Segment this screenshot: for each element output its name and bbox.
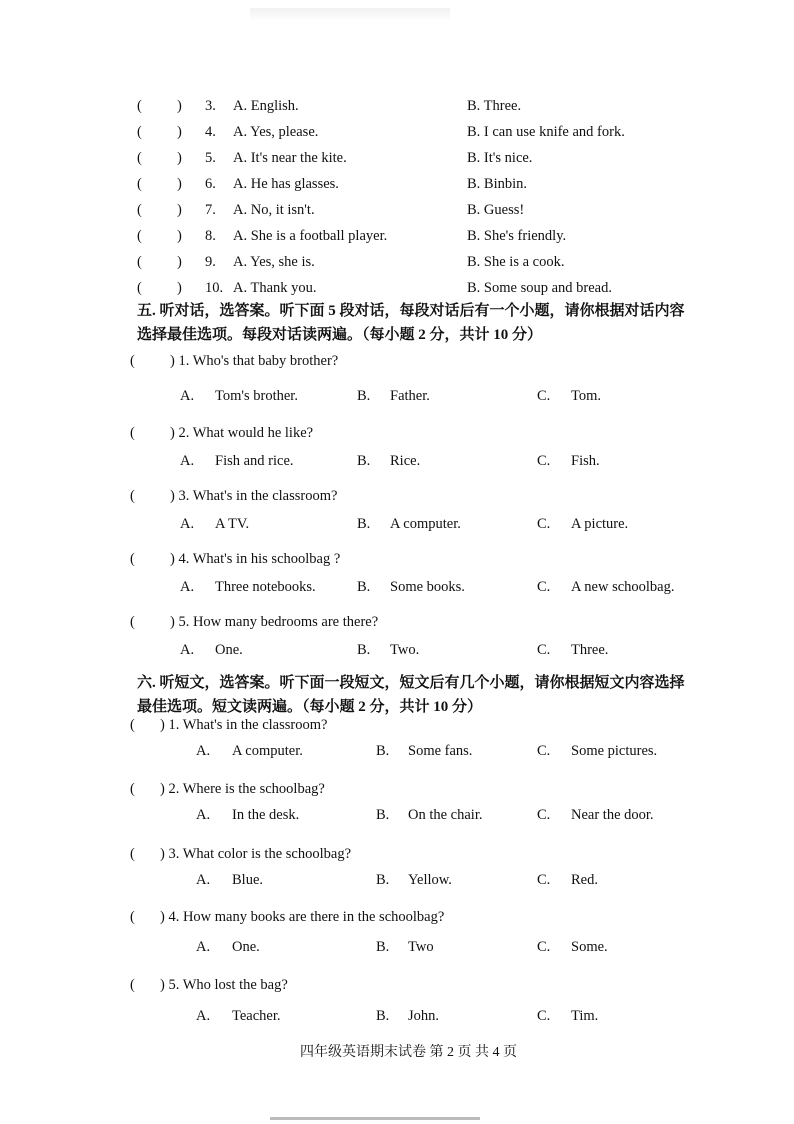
option-c: A picture. bbox=[571, 516, 629, 532]
question-number: 6. bbox=[205, 176, 216, 192]
option-a-label: A. bbox=[196, 939, 211, 955]
option-b: John. bbox=[408, 1008, 440, 1024]
option-a: A. Thank you. bbox=[233, 280, 317, 296]
question-text: ) 4. What's in his schoolbag ? bbox=[170, 551, 341, 567]
question-text: ) 3. What's in the classroom? bbox=[170, 488, 338, 504]
answer-paren: ( bbox=[130, 909, 135, 925]
option-a: A. Yes, she is. bbox=[233, 254, 315, 270]
option-b: Father. bbox=[390, 388, 430, 404]
answer-paren-open: ( bbox=[137, 254, 142, 270]
answer-paren: ( bbox=[130, 846, 135, 862]
option-b: B. Three. bbox=[467, 98, 522, 114]
option-b-label: B. bbox=[357, 579, 371, 595]
section5-heading-line2: 选择最佳选项。每段对话读两遍。（每小题 2 分，共计 10 分） bbox=[137, 327, 543, 343]
answer-paren: ( bbox=[130, 353, 135, 369]
answer-paren: ( bbox=[130, 717, 135, 733]
option-b: Rice. bbox=[390, 453, 421, 469]
question-text: ) 4. How many books are there in the schoolbag? bbox=[160, 909, 445, 925]
option-a: A. No, it isn't. bbox=[233, 202, 315, 218]
answer-paren-open: ( bbox=[137, 280, 142, 296]
question-text: ) 1. What's in the classroom? bbox=[160, 717, 328, 733]
option-b: Yellow. bbox=[408, 872, 452, 888]
scan-artifact-bottom bbox=[270, 1117, 480, 1120]
answer-paren-close: ) bbox=[177, 254, 182, 270]
option-a: Tom's brother. bbox=[215, 388, 298, 404]
question-text: ) 2. Where is the schoolbag? bbox=[160, 781, 325, 797]
question-number: 10. bbox=[205, 280, 224, 296]
answer-paren-close: ) bbox=[177, 228, 182, 244]
option-b: On the chair. bbox=[408, 807, 483, 823]
option-a-label: A. bbox=[196, 743, 211, 759]
option-a-label: A. bbox=[196, 872, 211, 888]
option-b-label: B. bbox=[376, 1008, 390, 1024]
option-c: Red. bbox=[571, 872, 598, 888]
option-c-label: C. bbox=[537, 579, 551, 595]
option-b: B. I can use knife and fork. bbox=[467, 124, 625, 140]
option-a: A TV. bbox=[215, 516, 250, 532]
option-a-label: A. bbox=[196, 1008, 211, 1024]
option-b: Some books. bbox=[390, 579, 465, 595]
answer-paren-close: ) bbox=[177, 280, 182, 296]
section6-heading-line1: 六. 听短文，选答案。听下面一段短文，短文后有几个小题，请你根据短文内容选择 bbox=[137, 675, 685, 691]
option-a: A computer. bbox=[232, 743, 303, 759]
answer-paren-close: ) bbox=[177, 98, 182, 114]
option-a: A. It's near the kite. bbox=[233, 150, 347, 166]
option-c-label: C. bbox=[537, 872, 551, 888]
answer-paren-open: ( bbox=[137, 150, 142, 166]
answer-paren: ( bbox=[130, 551, 135, 567]
option-a: A. She is a football player. bbox=[233, 228, 388, 244]
option-a-label: A. bbox=[196, 807, 211, 823]
option-c: Tim. bbox=[571, 1008, 599, 1024]
option-c-label: C. bbox=[537, 807, 551, 823]
question-number: 3. bbox=[205, 98, 216, 114]
option-b-label: B. bbox=[357, 388, 371, 404]
option-b: B. Binbin. bbox=[467, 176, 528, 192]
answer-paren-open: ( bbox=[137, 176, 142, 192]
question-text: ) 5. How many bedrooms are there? bbox=[170, 614, 379, 630]
option-b: B. It's nice. bbox=[467, 150, 533, 166]
option-b: A computer. bbox=[390, 516, 461, 532]
option-a-label: A. bbox=[180, 642, 195, 658]
question-number: 9. bbox=[205, 254, 216, 270]
option-b-label: B. bbox=[357, 642, 371, 658]
option-c: A new schoolbag. bbox=[571, 579, 675, 595]
answer-paren-close: ) bbox=[177, 176, 182, 192]
section5-heading-line1: 五. 听对话，选答案。听下面 5 段对话，每段对话后有一个小题，请你根据对话内容 bbox=[137, 303, 685, 319]
option-a: Teacher. bbox=[232, 1008, 281, 1024]
option-a-label: A. bbox=[180, 579, 195, 595]
option-b-label: B. bbox=[376, 807, 390, 823]
option-a: Blue. bbox=[232, 872, 264, 888]
option-c-label: C. bbox=[537, 939, 551, 955]
option-c-label: C. bbox=[537, 642, 551, 658]
section6-heading-line2: 最佳选项。短文读两遍。（每小题 2 分，共计 10 分） bbox=[137, 699, 483, 715]
option-c: Near the door. bbox=[571, 807, 654, 823]
question-text: ) 5. Who lost the bag? bbox=[160, 977, 288, 993]
question-number: 8. bbox=[205, 228, 216, 244]
option-b: Two. bbox=[390, 642, 420, 658]
option-b: B. Guess! bbox=[467, 202, 525, 218]
option-a-label: A. bbox=[180, 388, 195, 404]
answer-paren-close: ) bbox=[177, 124, 182, 140]
option-a-label: A. bbox=[180, 453, 195, 469]
answer-paren-close: ) bbox=[177, 150, 182, 166]
answer-paren-open: ( bbox=[137, 228, 142, 244]
answer-paren: ( bbox=[130, 781, 135, 797]
option-b: Some fans. bbox=[408, 743, 473, 759]
option-c: Some pictures. bbox=[571, 743, 658, 759]
question-text: ) 1. Who's that baby brother? bbox=[170, 353, 339, 369]
option-b-label: B. bbox=[357, 516, 371, 532]
option-b: B. She is a cook. bbox=[467, 254, 565, 270]
option-c-label: C. bbox=[537, 453, 551, 469]
answer-paren-open: ( bbox=[137, 124, 142, 140]
answer-paren: ( bbox=[130, 488, 135, 504]
option-b: Two bbox=[408, 939, 434, 955]
option-c: Some. bbox=[571, 939, 608, 955]
option-a: Fish and rice. bbox=[215, 453, 294, 469]
option-a: One. bbox=[232, 939, 260, 955]
option-a-label: A. bbox=[180, 516, 195, 532]
question-number: 7. bbox=[205, 202, 216, 218]
question-number: 5. bbox=[205, 150, 216, 166]
option-b-label: B. bbox=[376, 939, 390, 955]
answer-paren-open: ( bbox=[137, 98, 142, 114]
option-c-label: C. bbox=[537, 743, 551, 759]
option-c: Fish. bbox=[571, 453, 600, 469]
option-c-label: C. bbox=[537, 388, 551, 404]
option-b-label: B. bbox=[376, 743, 390, 759]
answer-paren: ( bbox=[130, 425, 135, 441]
answer-paren: ( bbox=[130, 614, 135, 630]
option-a: A. He has glasses. bbox=[233, 176, 339, 192]
option-b: B. She's friendly. bbox=[467, 228, 567, 244]
option-c-label: C. bbox=[537, 516, 551, 532]
page-footer: 四年级英语期末试卷 第 2 页 共 4 页 bbox=[300, 1045, 517, 1060]
option-a: Three notebooks. bbox=[215, 579, 316, 595]
option-c-label: C. bbox=[537, 1008, 551, 1024]
option-a: A. Yes, please. bbox=[233, 124, 319, 140]
option-c: Tom. bbox=[571, 388, 601, 404]
answer-paren-open: ( bbox=[137, 202, 142, 218]
answer-paren: ( bbox=[130, 977, 135, 993]
scan-artifact bbox=[250, 8, 450, 22]
option-b-label: B. bbox=[376, 872, 390, 888]
option-a: A. English. bbox=[233, 98, 299, 114]
option-b: B. Some soup and bread. bbox=[467, 280, 612, 296]
option-a: In the desk. bbox=[232, 807, 300, 823]
question-number: 4. bbox=[205, 124, 216, 140]
option-c: Three. bbox=[571, 642, 609, 658]
question-text: ) 3. What color is the schoolbag? bbox=[160, 846, 351, 862]
question-text: ) 2. What would he like? bbox=[170, 425, 314, 441]
option-b-label: B. bbox=[357, 453, 371, 469]
answer-paren-close: ) bbox=[177, 202, 182, 218]
option-a: One. bbox=[215, 642, 243, 658]
